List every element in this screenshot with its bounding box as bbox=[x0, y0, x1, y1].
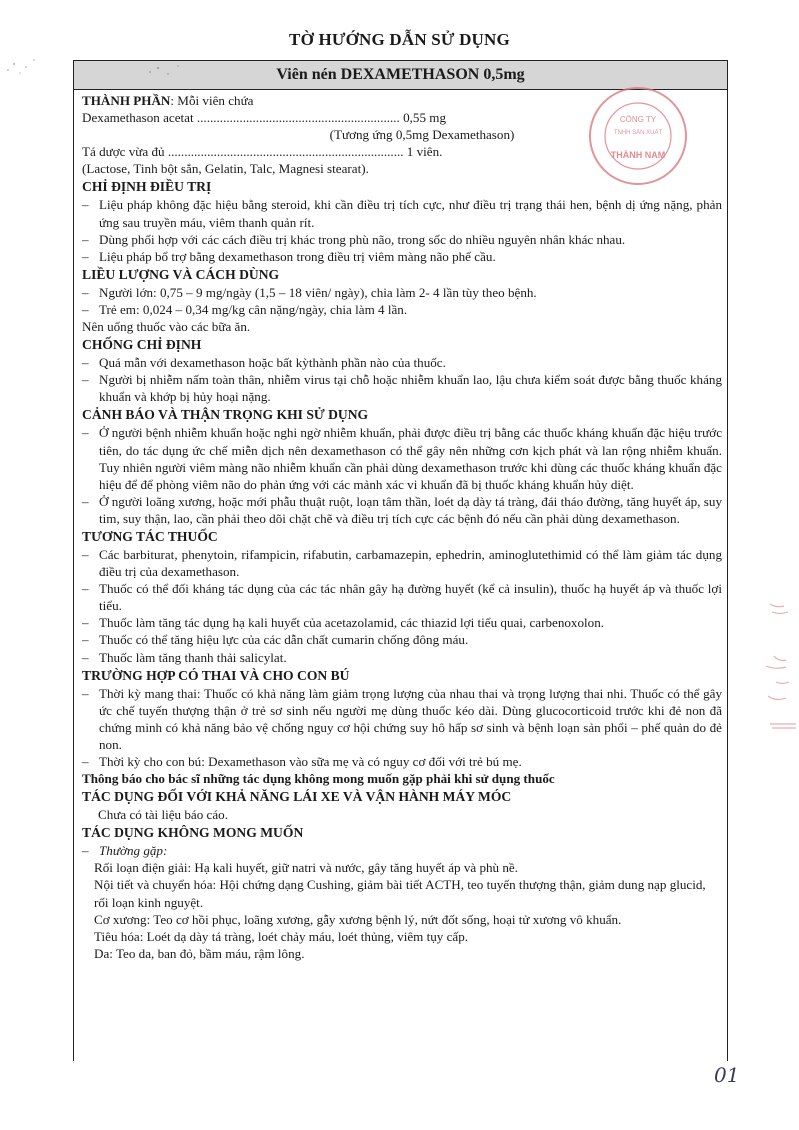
scan-dots-icon bbox=[0, 40, 60, 100]
list-item: – Thuốc làm tăng thanh thải salicylat. bbox=[82, 649, 287, 665]
warnings-section bbox=[82, 406, 722, 527]
composition-line-2: (Tương ứng 0,5mg Dexamethason) bbox=[329, 127, 515, 143]
list-item: – Liệu pháp bổ trợ bằng dexamethason trong điều trị viêm màng não phế cầu. bbox=[82, 248, 496, 264]
list-item: – Quá mẫn với dexamethason hoặc bất kỳthành phần nào của thuốc. bbox=[82, 355, 446, 371]
interactions-heading: TƯƠNG TÁC THUỐC bbox=[82, 528, 218, 544]
driving-text: Chưa có tài liệu báo cáo. bbox=[98, 807, 228, 823]
list-item: – Thuốc làm tăng tác dụng hạ kali huyết của acetazolamid, các thiazid lợi tiểu quai, carbenoxolon. bbox=[82, 615, 605, 631]
list-item: Rối loạn điện giải: Hạ kali huyết, giữ natri và nước, gây tăng huyết áp và phù nề. bbox=[94, 860, 519, 876]
side-effects-heading: TÁC DỤNG KHÔNG MONG MUỐN bbox=[82, 825, 304, 841]
list-item: – Ở người loãng xương, hoặc mới phẫu thuật ruột, loạn tâm thần, loét dạ dày tá tràng, đái tháo đường, tăng huyết áp, suy tim, suy thận, lao, cần phải theo dõi chặt chẽ và điều trị tích cực các bệnh đó nếu cần phải dùng dexamethason. bbox=[82, 493, 722, 526]
contraindications-section bbox=[82, 336, 722, 405]
indications-heading: CHỈ ĐỊNH ĐIỀU TRỊ bbox=[82, 179, 212, 195]
side-effects-section bbox=[82, 824, 722, 962]
list-item: Nội tiết và chuyển hóa: Hội chứng dạng Cushing, giảm bài tiết ACTH, teo tuyến thượng thận, giảm dung nạp glucid, rối loạn kinh nguyệt. bbox=[94, 877, 706, 910]
list-item: – Trẻ em: 0,024 – 0,34 mg/kg cân nặng/ngày, chia làm 4 lần. bbox=[82, 301, 408, 317]
list-item: – Liệu pháp không đặc hiệu bằng steroid, khi cần điều trị tích cực, như điều trị trạng thái hen, bệnh dị ứng nặng, phản ứng sau truyền máu, viêm thanh quản rít. bbox=[82, 197, 722, 230]
product-subtitle: Viên nén DEXAMETHASON 0,5mg bbox=[74, 61, 727, 90]
list-item: – Thuốc có thể tăng hiệu lực của các dẫn chất cumarin chống đông máu. bbox=[82, 632, 469, 648]
pregnancy-heading: TRƯỜNG HỢP CÓ THAI VÀ CHO CON BÚ bbox=[82, 667, 350, 683]
composition-line-3: Tá dược vừa đủ ........................................................................ 1 viên. bbox=[82, 144, 443, 160]
composition-intro: : Mỗi viên chứa bbox=[170, 93, 254, 108]
contraindications-heading: CHỐNG CHỈ ĐỊNH bbox=[82, 337, 202, 353]
stamp-line-2: TNHH SẢN XUẤT bbox=[613, 130, 663, 136]
composition-heading: THÀNH PHẦN bbox=[82, 93, 171, 108]
list-item: – Dùng phối hợp với các cách điều trị khác trong phù não, trong sốc do nhiều nguyên nhân khác nhau. bbox=[82, 231, 626, 247]
stamp-line-1: CÔNG TY bbox=[619, 115, 657, 124]
list-item: – Ở người bệnh nhiễm khuẩn hoặc nghi ngờ nhiễm khuẩn, phải được điều trị bằng các thuốc kháng khuẩn đặc hiệu trước tiên, do tác dụng ức chế miễn dịch nên dexamethason có thể gây nên những cơn kịch phát và lan rộng nhiễm khuẩn. Tuy nhiên người viêm màng não nhiễm khuẩn cần phải dùng dexamethason trước khi dùng các thuốc kháng khuẩn đặc hiệu để để phòng viêm não do phản ứng với các mảnh xác vi khuẩn đã bị thuốc kháng khuẩn hủy diệt. bbox=[82, 425, 722, 492]
list-item: – Thời kỳ cho con bú: Dexamethason vào sữa mẹ và có nguy cơ đối với trẻ bú mẹ. bbox=[82, 754, 522, 769]
company-stamp bbox=[586, 84, 690, 188]
dosage-section bbox=[82, 266, 722, 335]
notice-text: Thông báo cho bác sĩ những tác dụng không mong muốn gặp phải khi sử dụng thuốc bbox=[82, 771, 555, 787]
list-item: Da: Teo da, ban đỏ, bầm máu, rậm lông. bbox=[94, 945, 305, 961]
stamp-name: THÀNH NAM bbox=[610, 150, 666, 160]
indications-section bbox=[82, 178, 722, 264]
driving-heading: TÁC DỤNG ĐỐI VỚI KHẢ NĂNG LÁI XE VÀ VẬN HÀNH MÁY MÓC bbox=[82, 789, 512, 805]
list-item: – Thường gặp: bbox=[82, 843, 168, 859]
list-item: – Các barbiturat, phenytoin, rifampicin, rifabutin, carbamazepin, ephedrin, aminoglutethimid có thể làm giảm tác dụng điều trị của dexamethason. bbox=[82, 546, 722, 580]
dosage-note: Nên uống thuốc vào các bữa ăn. bbox=[82, 319, 251, 335]
list-item: – Người bị nhiễm nấm toàn thân, nhiễm virus tại chỗ hoặc nhiễm khuẩn lao, lậu chưa kiểm soát được bằng thuốc kháng khuẩn và khớp bị hủy hoại nặng. bbox=[82, 372, 722, 405]
list-item: – Thời kỳ mang thai: Thuốc có khả năng làm giảm trọng lượng của nhau thai và trọng lượng thai nhi. Thuốc có thể gây ức chế tuyến thượng thận ở trẻ sơ sinh nếu người mẹ dùng thuốc kéo dài. Dùng glucocorticoid trước khi đẻ non đã chứng minh có khả năng bảo vệ chống nguy cơ hội chứng suy hô hấp sơ sinh và bệnh loạn sản phổi – phế quản do đẻ non. bbox=[82, 685, 722, 752]
page-number: 01 bbox=[714, 1063, 740, 1087]
stamp-seal-icon bbox=[590, 88, 686, 184]
driving-section bbox=[82, 788, 722, 823]
document-body bbox=[74, 90, 727, 962]
warnings-heading: CẢNH BÁO VÀ THẬN TRỌNG KHI SỬ DỤNG bbox=[82, 407, 369, 423]
dosage-heading: LIỀU LƯỢNG VÀ CÁCH DÙNG bbox=[82, 266, 280, 282]
list-item: Cơ xương: Teo cơ hồi phục, loãng xương, gẫy xương bệnh lý, nứt đốt sống, hoại tử xương vô khuẩn. bbox=[94, 911, 622, 927]
scan-smudge-icon bbox=[752, 596, 799, 736]
list-item: Tiêu hóa: Loét dạ dày tá tràng, loét chảy máu, loét thủng, viêm tụy cấp. bbox=[94, 928, 469, 944]
document-title: TỜ HƯỚNG DẪN SỬ DỤNG bbox=[289, 30, 510, 49]
pregnancy-section bbox=[82, 667, 722, 770]
list-item: – Thuốc có thể đối kháng tác dụng của các tác nhân gây hạ đường huyết (kể cả insulin), thuốc hạ huyết áp và thuốc lợi tiểu. bbox=[82, 581, 722, 614]
document-frame bbox=[73, 60, 728, 1061]
composition-line-4: (Lactose, Tinh bột sắn, Gelatin, Talc, Magnesi stearat). bbox=[82, 161, 369, 177]
scan-dots-icon bbox=[140, 60, 190, 90]
composition-line-1: Dexamethason acetat .............................................................. 0,55 mg bbox=[82, 110, 447, 126]
list-item: – Người lớn: 0,75 – 9 mg/ngày (1,5 – 18 viên/ ngày), chia làm 2- 4 lần tùy theo bệnh. bbox=[82, 284, 537, 300]
interactions-section bbox=[82, 528, 722, 666]
